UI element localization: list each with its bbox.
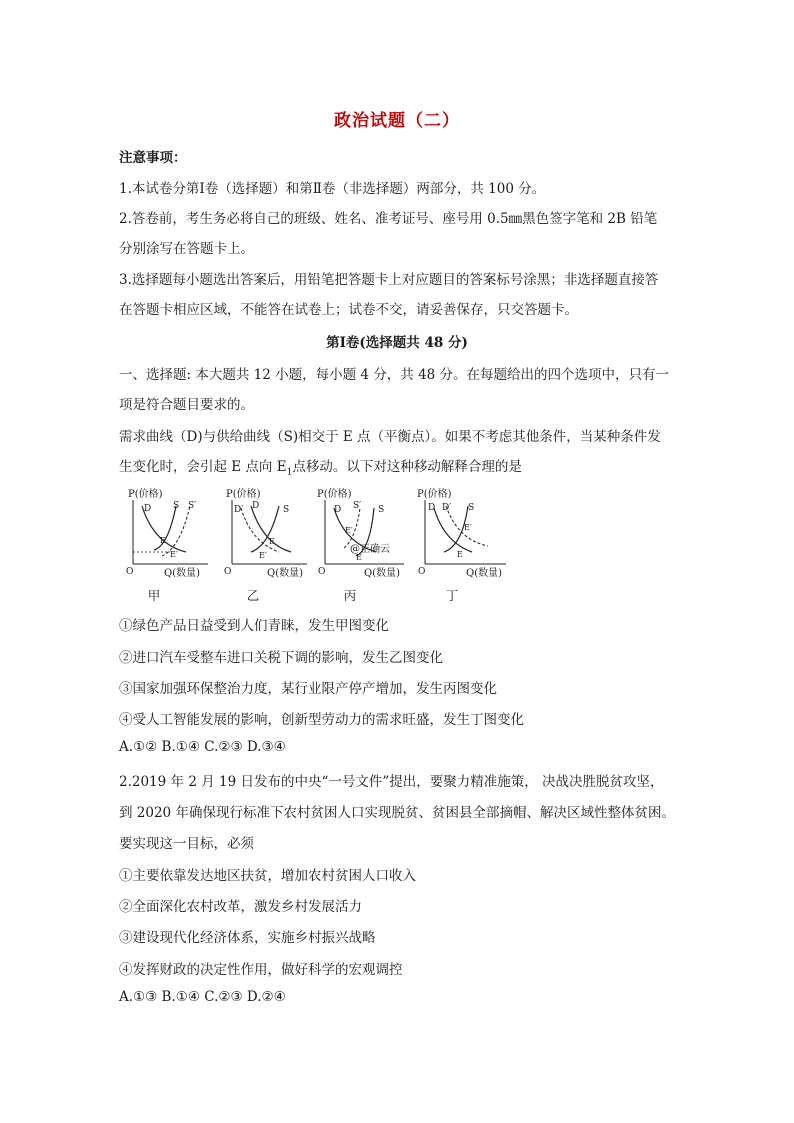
curve-label: D [252, 501, 260, 511]
curve-label: S′ [353, 501, 362, 511]
p-axis-label: P(价格) [317, 489, 352, 500]
graph-caption: 丙 [343, 588, 357, 603]
notice-heading: 注意事项： [119, 150, 187, 166]
q1-stem: 需求曲线（D)与供给曲线（S)相交于 E 点（平衡点）。如果不考虑其他条件，当某种条件发 [119, 429, 661, 445]
q1-stem-part: 生变化时，会引起 E 点向 E [119, 459, 287, 475]
q2-option: ②全面深化农村改革，激发乡村发展活力 [119, 899, 362, 915]
graph-jia [118, 486, 218, 603]
p-axis-label: P(价格) [226, 489, 261, 500]
q2-stem: 2.2019 年 2 月 19 日发布的中央“一号文件”提出，要聚力精准施策， 决战决胜脱贫攻坚， [119, 774, 664, 790]
notice-item: 2.答卷前，考生务必将自己的班级、姓名、准考证号、座号用 0.5㎜黑色签字笔和 2B 铅笔 [119, 211, 658, 227]
q1-stem-part: 点移动。以下对这种移动解释合理的是 [292, 459, 522, 475]
graph-caption: 丁 [445, 588, 459, 603]
point-label: E [356, 553, 362, 562]
curve-label: S′ [188, 501, 197, 511]
q-axis-label: Q(数量) [164, 568, 201, 579]
point-label: E [160, 536, 166, 545]
q1-option: ④受人工智能发展的影响，创新型劳动力的需求旺盛，发生丁图变化 [119, 712, 524, 728]
notice-item: 在答题卡相应区域，不能答在试卷上；试卷不交，请妥善保存，只交答题卡。 [119, 302, 578, 318]
section-intro: 项是符合题目要求的。 [119, 397, 254, 413]
point-label: E′ [345, 526, 353, 535]
q2-option: ③建设现代化经济体系，实施乡村振兴战略 [119, 930, 376, 946]
section-intro: 一、选择题: 本大题共 12 小题，每小题 4 分，共 48 分。在每题给出的四个选项中，只有一 [119, 367, 670, 383]
notice-item: 3.选择题每小题选出答案后，用铅笔把答题卡上对应题目的答案标号涂黑；非选择题直接答 [119, 272, 659, 288]
point-label: E′ [259, 551, 267, 560]
q2-stem: 到 2020 年确保现行标准下农村贫困人口实现脱贫、贫困县全部摘帽、解决区域性整体贫困。 [119, 805, 675, 821]
curve-label: D [428, 503, 436, 513]
point-label: E′ [464, 523, 472, 532]
q1-stem-subscript: 1 [286, 467, 293, 478]
notice-item: 分别涂写在答题卡上。 [119, 241, 254, 257]
graph-caption: 甲 [147, 588, 161, 603]
curve-label: D′ [234, 505, 244, 515]
page-title: 政治试题（二） [334, 111, 460, 131]
graph-bing [316, 486, 416, 603]
graph-caption: 乙 [246, 588, 260, 603]
q1-option: ①绿色产品日益受到人们青睐，发生甲图变化 [119, 618, 389, 634]
q2-stem: 要实现这一目标，必须 [119, 836, 254, 852]
curve-label: S [173, 501, 180, 511]
q-axis-label: Q(数量) [364, 568, 401, 579]
curve-label: S [378, 505, 385, 515]
graph-ding [416, 486, 516, 603]
curve-label: S [468, 503, 475, 513]
point-label: E [269, 537, 275, 546]
point-label: E′ [170, 550, 178, 559]
point-label: E [457, 550, 463, 559]
p-axis-label: P(价格) [417, 489, 452, 500]
section-title: 第Ⅰ卷(选择题共 48 分) [326, 335, 468, 351]
origin-label: O [126, 567, 134, 577]
curve-label: S [283, 505, 290, 515]
p-axis-label: P(价格) [128, 489, 163, 500]
q2-answers: A.①③ B.①④ C.②③ D.②④ [119, 989, 286, 1005]
q2-option: ①主要依靠发达地区扶贫，增加农村贫困人口收入 [119, 868, 416, 884]
q1-answers: A.①② B.①④ C.②③ D.③④ [119, 739, 286, 755]
watermark: @正确云 [350, 544, 390, 555]
supply-demand-figure [118, 486, 518, 604]
q-axis-label: Q(数量) [267, 568, 304, 579]
origin-label: O [224, 567, 232, 577]
origin-label: O [418, 567, 426, 577]
curve-label: D [144, 504, 152, 514]
curve-label: D′ [442, 503, 452, 513]
origin-label: O [318, 567, 326, 577]
q2-option: ④发挥财政的决定性作用，做好科学的宏观调控 [119, 962, 403, 978]
notice-item: 1.本试卷分第Ⅰ卷（选择题）和第Ⅱ卷（非选择题）两部分，共 100 分。 [119, 181, 546, 197]
graph-yi [221, 486, 321, 603]
curve-label: D [334, 505, 342, 515]
q1-stem [119, 455, 522, 478]
q1-option: ③国家加强环保整治力度，某行业限产停产增加，发生丙图变化 [119, 681, 497, 697]
q-axis-label: Q(数量) [466, 568, 503, 579]
q1-option: ②进口汽车受整车进口关税下调的影响，发生乙图变化 [119, 650, 443, 666]
